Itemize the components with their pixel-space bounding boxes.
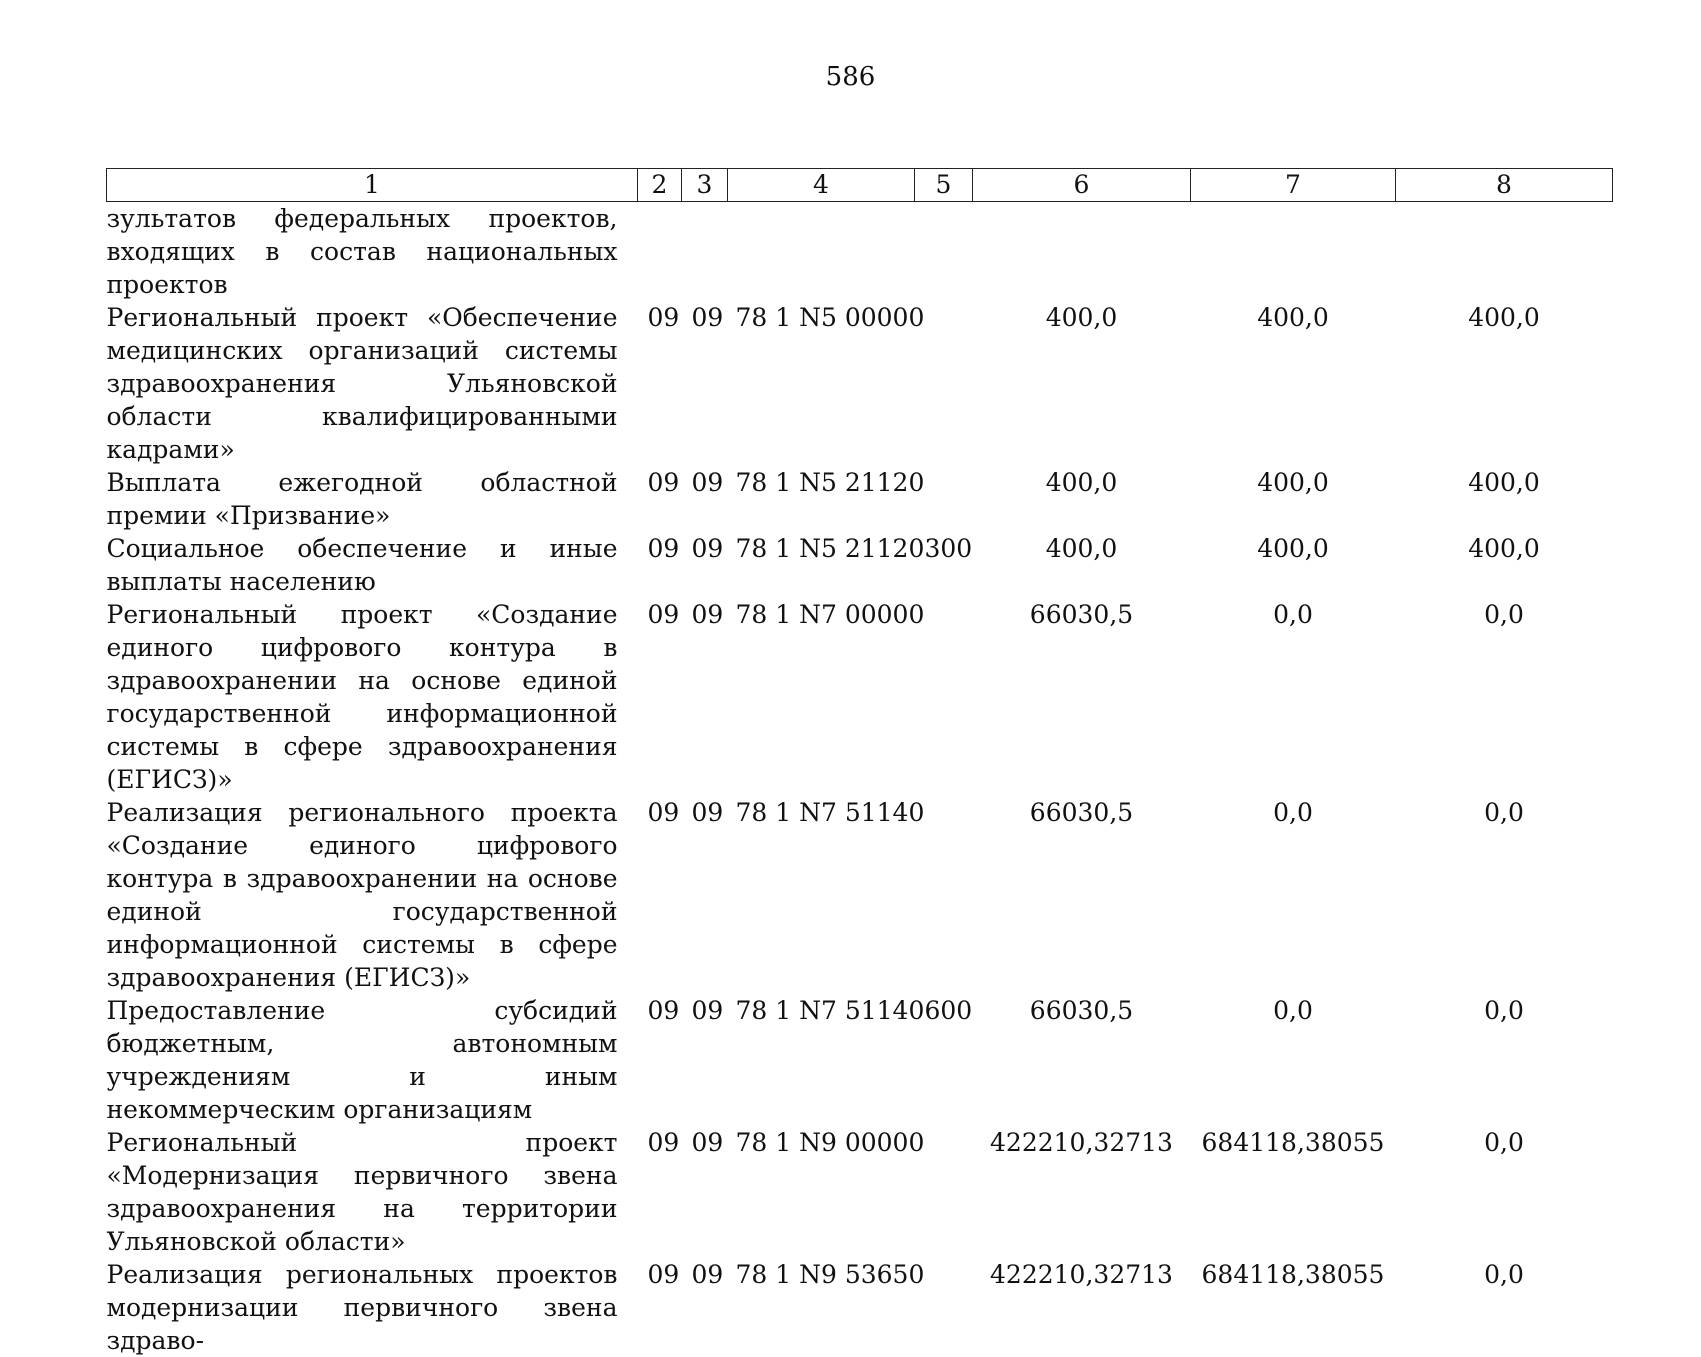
header-col-2: 2 — [638, 169, 682, 202]
table-row — [107, 796, 1613, 994]
row-value-col-8: 0,0 — [1484, 798, 1524, 827]
table-row — [107, 532, 1613, 598]
row-target-code: 78 1 N7 51140 — [735, 996, 925, 1025]
row-target-code: 78 1 N7 00000 — [735, 600, 925, 629]
row-section-code: 09 — [647, 468, 680, 497]
table-row — [107, 202, 1613, 302]
row-name: Предоставление субсидий бюджетным, автономным учреждениям и иным некоммерческим организациям — [106, 996, 618, 1124]
row-subsection-code: 09 — [691, 1260, 724, 1289]
header-col-4: 4 — [728, 169, 915, 202]
row-value-col-7 — [1191, 202, 1396, 302]
row-name: Социальное обеспечение и иные выплаты населению — [106, 534, 618, 596]
header-col-8: 8 — [1396, 169, 1613, 202]
row-name: Региональный проект «Модернизация первичного звена здравоохранения на территории Ульяновской области» — [106, 1128, 618, 1256]
row-value-col-6: 400,0 — [1045, 534, 1118, 563]
row-value-col-6 — [973, 202, 1191, 302]
row-value-col-7: 684118,38055 — [1201, 1260, 1385, 1289]
row-section-code: 09 — [647, 534, 680, 563]
header-col-3: 3 — [682, 169, 728, 202]
row-expense-type — [915, 202, 973, 302]
row-target-code — [728, 202, 915, 302]
header-col-6: 6 — [973, 169, 1191, 202]
budget-table — [106, 168, 1613, 1357]
header-col-5: 5 — [915, 169, 973, 202]
table-row — [107, 598, 1613, 796]
row-target-code: 78 1 N5 21120 — [735, 468, 925, 497]
row-target-code: 78 1 N5 21120 — [735, 534, 925, 563]
row-value-col-7: 0,0 — [1273, 600, 1313, 629]
table-row — [107, 301, 1613, 466]
row-subsection-code — [682, 202, 728, 302]
header-col-1: 1 — [107, 169, 638, 202]
row-section-code: 09 — [647, 600, 680, 629]
row-value-col-8: 0,0 — [1484, 1260, 1524, 1289]
row-value-col-6: 400,0 — [1045, 468, 1118, 497]
row-value-col-8: 400,0 — [1468, 534, 1540, 563]
row-subsection-code: 09 — [691, 600, 724, 629]
row-subsection-code: 09 — [691, 1128, 724, 1157]
row-section-code: 09 — [647, 1260, 680, 1289]
row-expense-type — [915, 1258, 973, 1357]
row-section-code: 09 — [647, 798, 680, 827]
row-target-code: 78 1 N7 51140 — [735, 798, 925, 827]
page-number: 586 — [825, 62, 876, 92]
row-value-col-6: 422210,32713 — [990, 1128, 1173, 1157]
row-value-col-8 — [1396, 202, 1613, 302]
row-name: зультатов федеральных проектов, входящих в состав национальных проектов — [106, 204, 618, 299]
row-value-col-8: 0,0 — [1484, 600, 1524, 629]
row-value-col-6: 66030,5 — [1029, 600, 1134, 629]
row-name: Региональный проект «Создание единого цифрового контура в здравоохранении на основе единой государственной информационной системы в сфере здравоохранения (ЕГИСЗ)» — [106, 600, 618, 794]
row-value-col-6: 400,0 — [1045, 303, 1118, 332]
row-value-col-7: 400,0 — [1257, 303, 1329, 332]
row-target-code: 78 1 N9 00000 — [735, 1128, 925, 1157]
row-subsection-code: 09 — [691, 468, 724, 497]
row-expense-type: 300 — [924, 534, 973, 563]
row-section-code — [638, 202, 682, 302]
header-col-7: 7 — [1191, 169, 1396, 202]
row-subsection-code: 09 — [691, 303, 724, 332]
table-row — [107, 1258, 1613, 1357]
row-value-col-8: 400,0 — [1468, 303, 1540, 332]
row-value-col-6: 422210,32713 — [990, 1260, 1173, 1289]
row-section-code: 09 — [647, 303, 680, 332]
row-value-col-6: 66030,5 — [1029, 996, 1134, 1025]
row-subsection-code: 09 — [691, 798, 724, 827]
row-value-col-7: 0,0 — [1273, 996, 1313, 1025]
row-subsection-code: 09 — [691, 996, 724, 1025]
row-section-code: 09 — [647, 996, 680, 1025]
row-section-code: 09 — [647, 1128, 680, 1157]
row-value-col-7: 0,0 — [1273, 798, 1313, 827]
table-row — [107, 994, 1613, 1126]
row-value-col-8: 400,0 — [1468, 468, 1540, 497]
row-value-col-6: 66030,5 — [1029, 798, 1134, 827]
row-value-col-8: 0,0 — [1484, 1128, 1524, 1157]
row-subsection-code: 09 — [691, 534, 724, 563]
row-target-code: 78 1 N5 00000 — [735, 303, 925, 332]
row-name: Региональный проект «Обеспечение медицинских организаций системы здравоохранения Ульяновской области квалифицированными кадрами» — [106, 303, 618, 464]
row-name: Выплата ежегодной областной премии «Призвание» — [106, 468, 618, 530]
row-value-col-8: 0,0 — [1484, 996, 1524, 1025]
row-value-col-7: 400,0 — [1257, 468, 1329, 497]
table-row — [107, 1126, 1613, 1258]
row-name: Реализация региональных проектов модернизации первичного звена здраво- — [106, 1260, 618, 1355]
table-row — [107, 466, 1613, 532]
row-expense-type: 600 — [924, 996, 973, 1025]
row-value-col-7: 684118,38055 — [1201, 1128, 1385, 1157]
table-header-row — [107, 169, 1613, 202]
row-target-code: 78 1 N9 53650 — [735, 1260, 925, 1289]
row-name: Реализация регионального проекта «Создание единого цифрового контура в здравоохранении на основе единой государственной информационной системы в сфере здравоохранения (ЕГИСЗ)» — [106, 798, 618, 992]
row-value-col-7: 400,0 — [1257, 534, 1329, 563]
